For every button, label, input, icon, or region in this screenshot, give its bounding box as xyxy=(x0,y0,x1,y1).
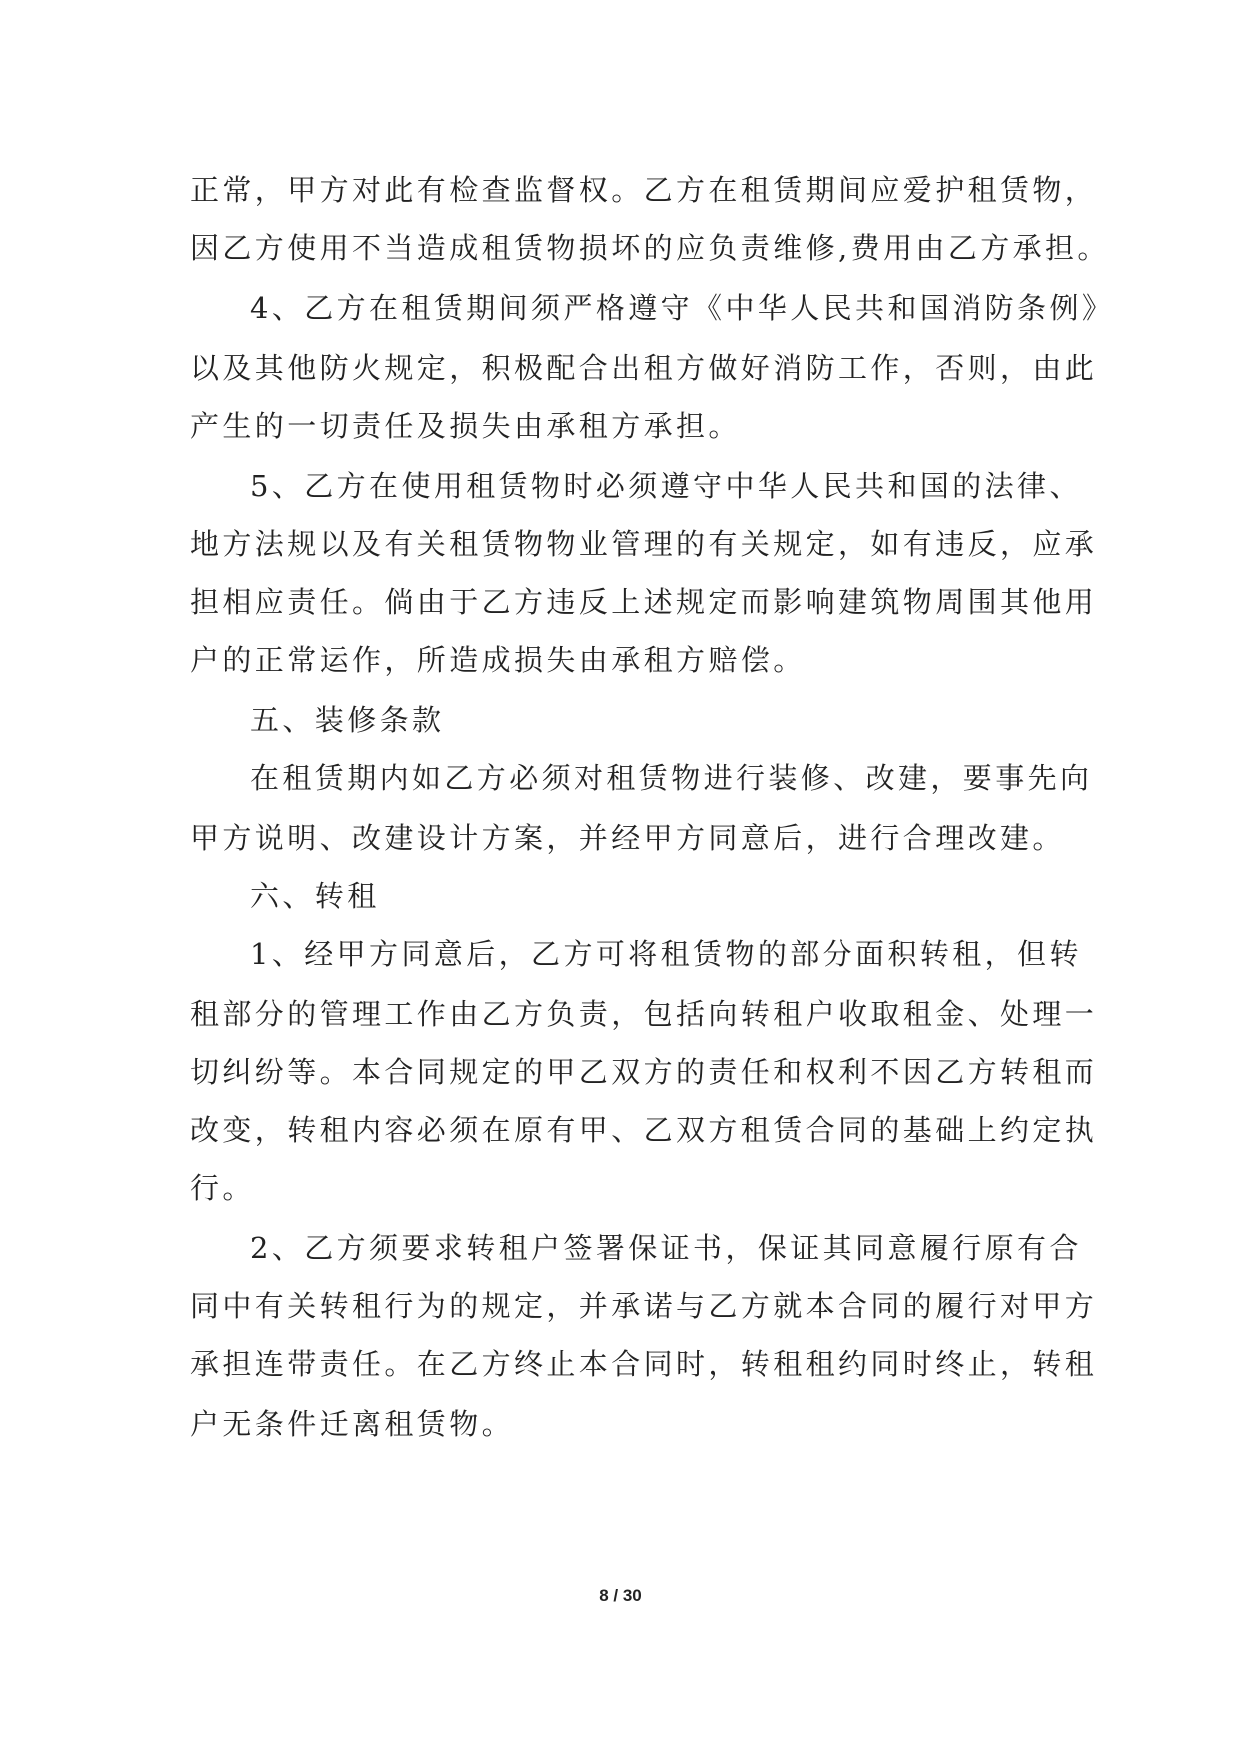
text-line: 因乙方使用不当造成租赁物损坏的应负责维修,费用由乙方承担。 xyxy=(190,231,1110,265)
text-line: 甲方说明、改建设计方案，并经甲方同意后，进行合理改建。 xyxy=(190,821,1065,855)
section-heading: 五、装修条款 xyxy=(250,703,445,737)
text-line: 1、经甲方同意后，乙方可将租赁物的部分面积转租，但转 xyxy=(250,937,1082,971)
text-line: 担相应责任。倘由于乙方违反上述规定而影响建筑物周围其他用 xyxy=(190,585,1098,619)
text-line: 以及其他防火规定，积极配合出租方做好消防工作，否则，由此 xyxy=(190,351,1098,385)
text-line: 正常，甲方对此有检查监督权。乙方在租赁期间应爱护租赁物， xyxy=(190,173,1098,207)
text-line: 行。 xyxy=(190,1171,255,1205)
text-line: 户无条件迁离租赁物。 xyxy=(190,1407,515,1441)
text-line: 2、乙方须要求转租户签署保证书，保证其同意履行原有合 xyxy=(250,1231,1082,1265)
text-line: 租部分的管理工作由乙方负责，包括向转租户收取租金、处理一 xyxy=(190,997,1098,1031)
text-line: 地方法规以及有关租赁物物业管理的有关规定，如有违反，应承 xyxy=(190,527,1098,561)
section-heading: 六、转租 xyxy=(250,879,380,913)
text-line: 户的正常运作，所造成损失由承租方赔偿。 xyxy=(190,643,806,677)
text-line: 产生的一切责任及损失由承租方承担。 xyxy=(190,409,741,443)
text-line: 切纠纷等。本合同规定的甲乙双方的责任和权利不因乙方转租而 xyxy=(190,1055,1098,1089)
text-line: 改变，转租内容必须在原有甲、乙双方租赁合同的基础上约定执 xyxy=(190,1113,1098,1147)
text-line: 承担连带责任。在乙方终止本合同时，转租租约同时终止，转租 xyxy=(190,1347,1098,1381)
text-line: 4、乙方在租赁期间须严格遵守《中华人民共和国消防条例》 xyxy=(250,291,1115,325)
text-line: 同中有关转租行为的规定，并承诺与乙方就本合同的履行对甲方 xyxy=(190,1289,1098,1323)
page-number: 8 / 30 xyxy=(599,1586,642,1605)
text-line: 在租赁期内如乙方必须对租赁物进行装修、改建，要事先向 xyxy=(250,761,1093,795)
text-line: 5、乙方在使用租赁物时必须遵守中华人民共和国的法律、 xyxy=(250,469,1082,503)
